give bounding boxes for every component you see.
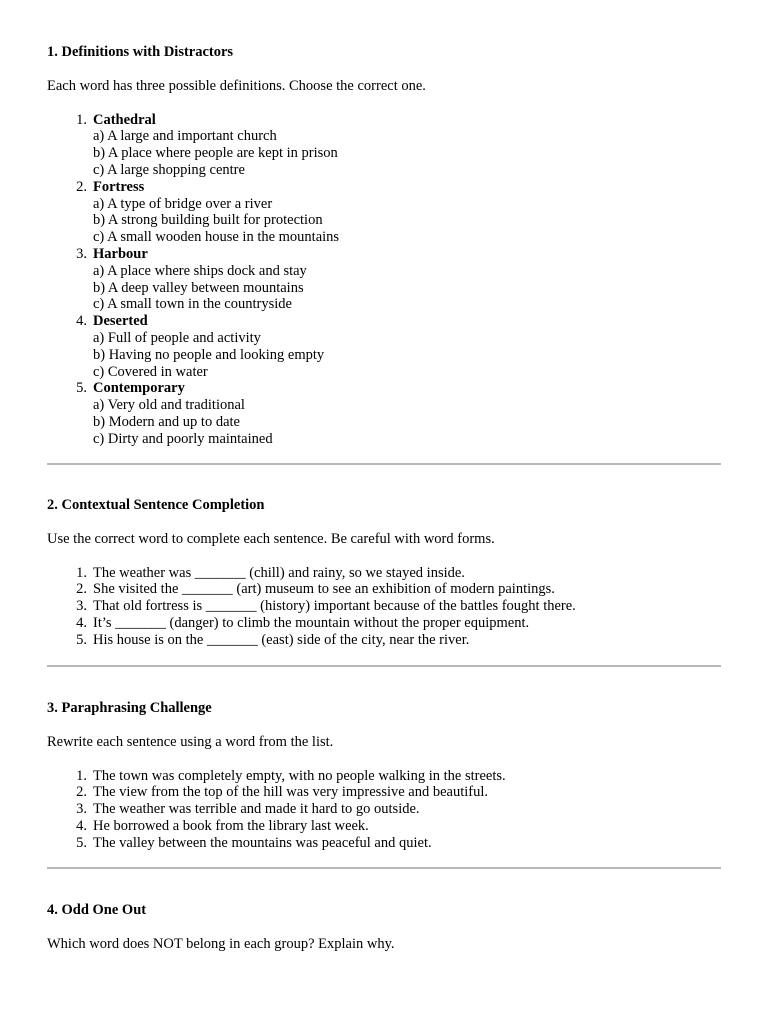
section-title: 4. Odd One Out	[47, 902, 147, 918]
list-item	[76, 111, 721, 179]
list-item	[76, 598, 721, 615]
definitions-list	[47, 112, 721, 448]
item-number: 5.	[76, 380, 87, 397]
option-b: b) Modern and up to date	[93, 413, 240, 430]
item-number: 3.	[76, 801, 87, 818]
item-text: She visited the _______ (art) museum to see an exhibition of modern paintings.	[93, 581, 555, 598]
list-item	[76, 631, 721, 649]
item-number: 3.	[76, 245, 87, 262]
option-c: c) Dirty and poorly maintained	[93, 430, 273, 447]
item-text: He borrowed a book from the library last week.	[93, 817, 369, 834]
list-item	[76, 767, 721, 785]
vocab-word: Deserted	[93, 313, 148, 330]
option-a: a) Full of people and activity	[93, 329, 261, 346]
item-number: 1.	[76, 111, 87, 128]
section-title: 3. Paraphrasing Challenge	[47, 700, 212, 716]
item-text: It’s _______ (danger) to climb the mountain without the proper equipment.	[93, 614, 530, 631]
option-a: a) A place where ships dock and stay	[93, 262, 307, 279]
completion-list	[47, 565, 721, 649]
option-b: b) A place where people are kept in prison	[93, 145, 338, 162]
section-instructions: Which word does NOT belong in each group? Explain why.	[47, 935, 395, 952]
list-item	[76, 817, 721, 835]
section-paraphrasing	[47, 700, 721, 852]
section-instructions: Each word has three possible definitions. Choose the correct one.	[47, 77, 426, 94]
list-item	[76, 614, 721, 632]
list-item	[76, 380, 721, 447]
list-item	[76, 245, 721, 313]
item-number: 4.	[76, 614, 87, 631]
list-item	[76, 178, 721, 246]
vocab-word: Cathedral	[93, 111, 156, 128]
section-instructions: Rewrite each sentence using a word from the list.	[47, 733, 334, 750]
section-sentence-completion	[47, 497, 721, 649]
item-text: The view from the top of the hill was very impressive and beautiful.	[93, 784, 489, 801]
option-b: b) A deep valley between mountains	[93, 279, 304, 296]
paraphrasing-list	[47, 768, 721, 852]
section-divider	[47, 867, 721, 869]
section-definitions	[47, 44, 721, 448]
list-item	[76, 581, 721, 598]
item-text: The weather was terrible and made it hard to go outside.	[93, 801, 420, 818]
section-title: 1. Definitions with Distractors	[47, 44, 234, 60]
list-item	[76, 834, 721, 852]
item-number: 2.	[76, 581, 87, 598]
option-c: c) A large shopping centre	[93, 161, 245, 178]
item-text: The valley between the mountains was peaceful and quiet.	[93, 834, 432, 851]
item-number: 1.	[76, 564, 87, 581]
section-instructions: Use the correct word to complete each sentence. Be careful with word forms.	[47, 530, 495, 547]
section-divider	[47, 463, 721, 465]
list-item	[76, 784, 721, 801]
option-c: c) Covered in water	[93, 363, 208, 380]
list-item	[76, 564, 721, 582]
item-number: 2.	[76, 178, 87, 195]
item-text: That old fortress is _______ (history) important because of the battles fought there.	[93, 598, 576, 615]
option-b: b) Having no people and looking empty	[93, 346, 325, 363]
option-c: c) A small town in the countryside	[93, 296, 292, 313]
option-b: b) A strong building built for protection	[93, 212, 323, 229]
item-number: 1.	[76, 767, 87, 784]
section-title: 2. Contextual Sentence Completion	[47, 497, 265, 513]
vocab-word: Harbour	[93, 245, 148, 262]
option-c: c) A small wooden house in the mountains	[93, 229, 340, 246]
item-number: 5.	[76, 834, 87, 851]
item-number: 3.	[76, 598, 87, 615]
vocab-word: Contemporary	[93, 380, 185, 397]
option-a: a) A large and important church	[93, 128, 277, 145]
item-number: 5.	[76, 631, 87, 648]
vocab-word: Fortress	[93, 178, 145, 195]
item-number: 4.	[76, 313, 87, 330]
option-a: a) A type of bridge over a river	[93, 195, 273, 212]
section-odd-one-out	[47, 902, 721, 953]
item-number: 4.	[76, 817, 87, 834]
item-text: The town was completely empty, with no people walking in the streets.	[93, 767, 506, 784]
item-text: His house is on the _______ (east) side of the city, near the river.	[93, 631, 470, 648]
list-item	[76, 801, 721, 818]
item-text: The weather was _______ (chill) and rainy, so we stayed inside.	[93, 564, 465, 581]
item-number: 2.	[76, 784, 87, 801]
option-a: a) Very old and traditional	[93, 397, 245, 414]
section-divider	[47, 665, 721, 667]
list-item	[76, 313, 721, 380]
